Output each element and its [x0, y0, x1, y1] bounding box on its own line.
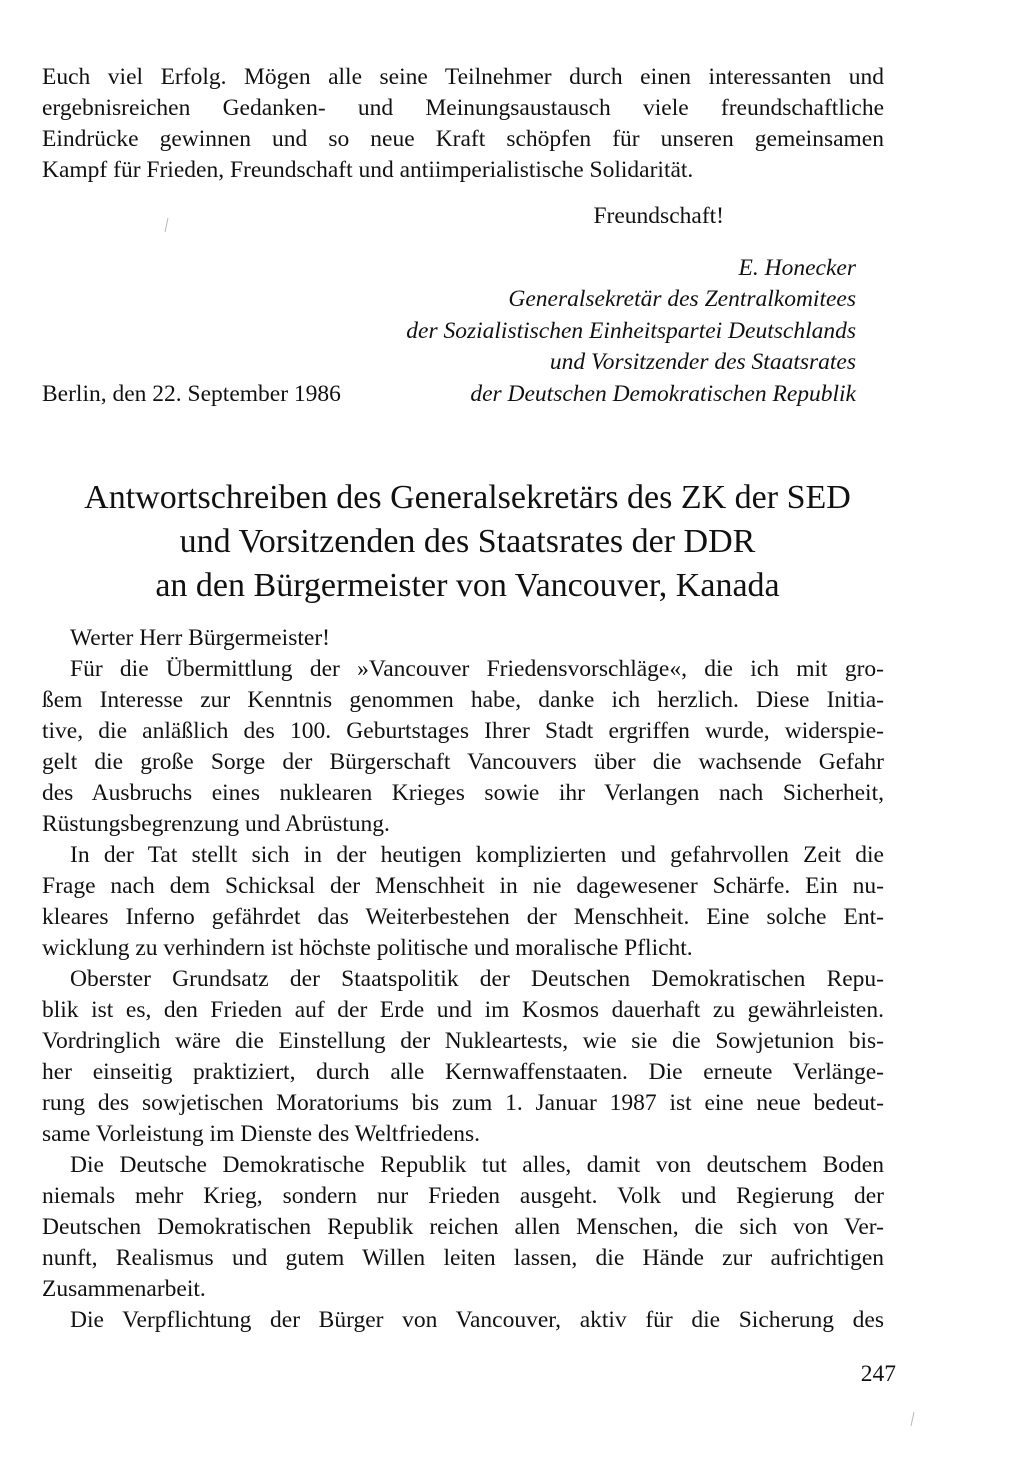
letter-body — [42, 623, 884, 1336]
scan-speck — [911, 1412, 915, 1426]
text-line: kleares Inferno gefährdet das Weiterbestehen der Menschheit. Eine solche Ent- — [42, 904, 884, 930]
text-line: Frage nach dem Schicksal der Menschheit in nie dagewesener Schärfe. Ein nu- — [42, 873, 884, 899]
paragraph — [42, 964, 884, 1150]
text-line: Die Deutsche Demokratische Republik tut alles, damit von deutschem Boden — [70, 1152, 884, 1178]
text-line: ßem Interesse zur Kenntnis genommen habe, danke ich herzlich. Diese Initia- — [42, 687, 884, 713]
page-number: 247 — [860, 1361, 896, 1387]
salutation: Werter Herr Bürgermeister! — [70, 625, 330, 651]
signature-title: der Sozialistischen Einheitspartei Deutschlands — [406, 317, 856, 344]
text-line: Deutschen Demokratischen Republik reichen allen Menschen, die sich von Ver- — [42, 1214, 884, 1240]
text-line: Euch viel Erfolg. Mögen alle seine Teilnehmer durch einen interessanten und — [42, 64, 884, 90]
letter-closing-paragraph — [42, 62, 884, 186]
paragraph — [42, 1305, 884, 1336]
text-line: Vordringlich wäre die Einstellung der Nukleartests, wie sie die Sowjetunion bis- — [42, 1028, 884, 1054]
section-heading — [60, 476, 875, 608]
heading-line: an den Bürgermeister von Vancouver, Kanada — [155, 567, 780, 604]
text-line: Zusammenarbeit. — [42, 1276, 206, 1302]
signature-title: der Deutschen Demokratischen Republik — [470, 380, 856, 407]
text-line: niemals mehr Krieg, sondern nur Frieden ausgeht. Volk und Regierung der — [42, 1183, 884, 1209]
text-line: Die Verpflichtung der Bürger von Vancouver, aktiv für die Sicherung des — [70, 1307, 884, 1333]
text-line: wicklung zu verhindern ist höchste politische und moralische Pflicht. — [42, 935, 693, 961]
closing-greeting: Freundschaft! — [593, 203, 724, 229]
text-line: Oberster Grundsatz der Staatspolitik der Deutschen Demokratischen Repu- — [70, 966, 884, 992]
text-line: Eindrücke gewinnen und so neue Kraft schöpfen für unseren gemeinsamen — [42, 126, 884, 152]
paragraph — [42, 1150, 884, 1305]
text-line: ergebnisreichen Gedanken- und Meinungsaustausch viele freundschaftliche — [42, 95, 884, 121]
text-line: same Vorleistung im Dienste des Weltfriedens. — [42, 1121, 481, 1147]
text-line: des Ausbruchs eines nuklearen Krieges sowie ihr Verlangen nach Sicherheit, — [42, 780, 884, 806]
text-line: Rüstungsbegrenzung und Abrüstung. — [42, 811, 390, 837]
paragraph — [42, 654, 884, 840]
text-line: Für die Übermittlung der »Vancouver Friedensvorschläge«, die ich mit gro- — [70, 656, 884, 682]
signature-block — [406, 253, 856, 410]
paragraph — [42, 840, 884, 964]
signature-name: E. Honecker — [738, 255, 856, 281]
text-line: blik ist es, den Frieden auf der Erde und im Kosmos dauerhaft zu gewährleisten. — [42, 997, 884, 1023]
text-line: tive, die anläßlich des 100. Geburtstages Ihrer Stadt ergriffen wurde, widerspie- — [42, 718, 884, 744]
heading-line: und Vorsitzenden des Staatsrates der DDR — [179, 523, 756, 560]
signature-title: und Vorsitzender des Staatsrates — [549, 349, 856, 376]
date-line: Berlin, den 22. September 1986 — [42, 381, 341, 407]
scan-speck — [165, 218, 169, 232]
text-line: In der Tat stellt sich in der heutigen komplizierten und gefahrvollen Zeit die — [70, 842, 884, 868]
text-line: nunft, Realismus und gutem Willen leiten lassen, die Hände zur aufrichtigen — [42, 1245, 884, 1271]
text-line: rung des sowjetischen Moratoriums bis zum 1. Januar 1987 ist eine neue bedeut- — [42, 1090, 884, 1116]
signature-title: Generalsekretär des Zentralkomitees — [508, 286, 856, 313]
heading-line: Antwortschreiben des Generalsekretärs des ZK der SED — [84, 479, 851, 516]
text-line: Kampf für Frieden, Freundschaft und antiimperialistische Solidarität. — [42, 157, 694, 183]
text-line: gelt die große Sorge der Bürgerschaft Vancouvers über die wachsende Gefahr — [42, 749, 884, 775]
text-line: her einseitig praktiziert, durch alle Kernwaffenstaaten. Die erneute Verlänge- — [42, 1059, 884, 1085]
